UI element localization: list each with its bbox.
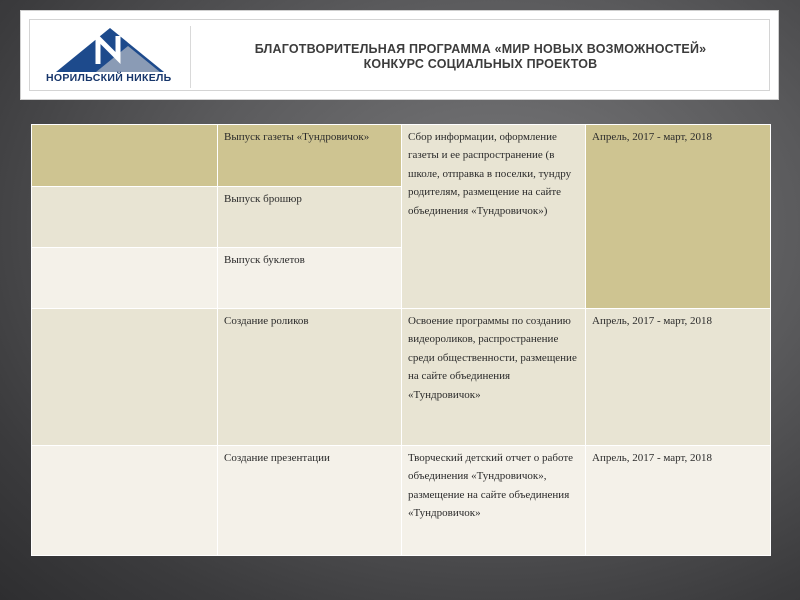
period-cell: Апрель, 2017 - март, 2018 — [586, 446, 771, 556]
title-line-2: КОНКУРС СОЦИАЛЬНЫХ ПРОЕКТОВ — [363, 57, 598, 71]
header-banner — [20, 10, 779, 100]
activity-cell: Создание презентации — [218, 446, 402, 556]
header-frame — [29, 19, 770, 91]
activity-cell: Выпуск брошюр — [218, 187, 402, 248]
description-cell: Творческий детский отчет о работе объединения «Тундровичок», размещение на сайте объединения «Тундровичок» — [402, 446, 586, 556]
description-cell: Освоение программы по созданию видеороликов, распространение среди общественности, размещение на сайте объединения «Тундровичок» — [402, 309, 586, 446]
title-line-1: БЛАГОТВОРИТЕЛЬНАЯ ПРОГРАММА «МИР НОВЫХ ВОЗМОЖНОСТЕЙ» — [254, 42, 707, 56]
company-logo — [36, 24, 184, 90]
activities-table — [31, 124, 771, 556]
table-row — [32, 446, 771, 556]
table-row — [32, 309, 771, 446]
description-cell: Сбор информации, оформление газеты и ее распространение (в школе, отправка в поселки, тундру родителям, размещение на сайте объединения «Тундровичок») — [402, 125, 586, 309]
period-cell: Апрель, 2017 - март, 2018 — [586, 309, 771, 446]
brand-name: НОРИЛЬСКИЙ НИКЕЛЬ — [46, 72, 172, 84]
period-cell: Апрель, 2017 - март, 2018 — [586, 125, 771, 309]
row-marker-cell — [32, 248, 218, 309]
header-divider — [190, 26, 191, 88]
nornickel-mountain-icon — [36, 24, 184, 74]
row-marker-cell — [32, 187, 218, 248]
activity-cell: Создание роликов — [218, 309, 402, 446]
page-title — [200, 42, 761, 72]
activity-cell: Выпуск буклетов — [218, 248, 402, 309]
table-row — [32, 125, 771, 187]
activity-cell: Выпуск газеты «Тундровичок» — [218, 125, 402, 187]
row-marker-cell — [32, 309, 218, 446]
row-marker-cell — [32, 125, 218, 187]
row-marker-cell — [32, 446, 218, 556]
